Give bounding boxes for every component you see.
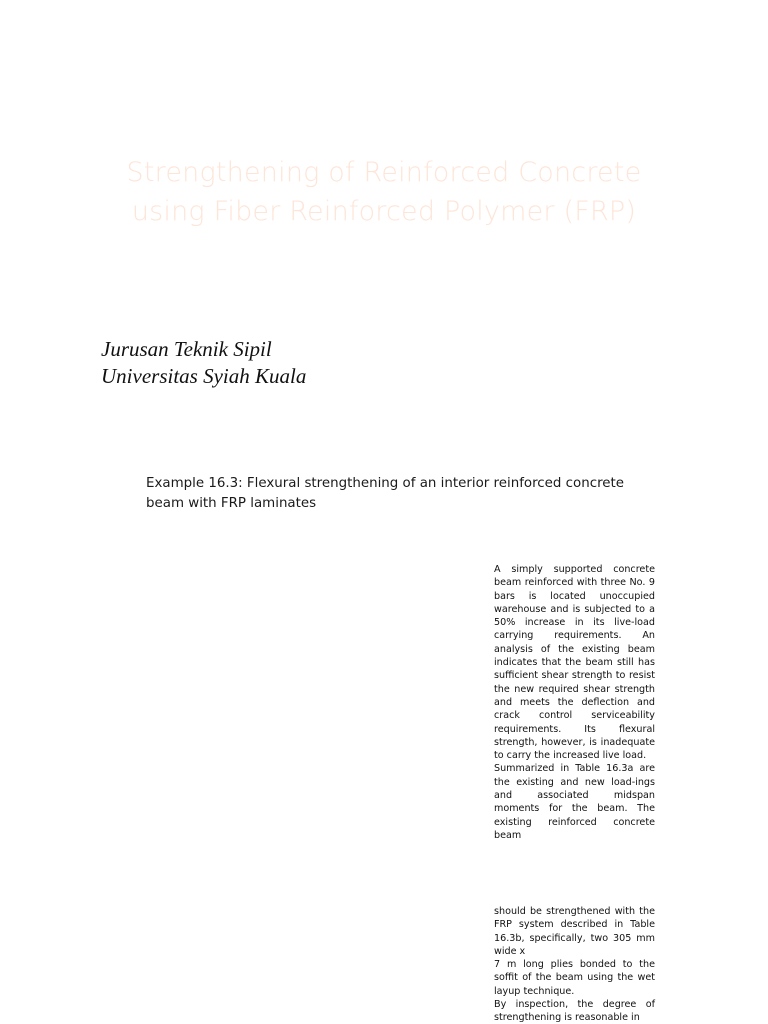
text-column-1 (494, 563, 655, 842)
document-title (60, 153, 708, 231)
example-heading: Example 16.3: Flexural strengthening of an interior reinforced concrete beam with FRP laminates (146, 476, 625, 511)
title-line-1: Strengthening of Reinforced Concrete (126, 157, 642, 188)
column1-paragraph-1: A simply supported concrete beam reinforced with three No. 9 bars is located unoccupied warehouse and is subjected to a 50% increase in its live-load carrying requirements. An analysis of the existing beam indicates that the beam still has sufficient shear strength to resist the new required shear strength and meets the deflection and crack control serviceability requirements. Its flexural strength, however, is inadequate to carry the increased live load. (494, 564, 655, 762)
title-line-2: using Fiber Reinforced Polymer (FRP) (131, 196, 637, 227)
column1-paragraph-2: Summarized in Table 16.3a are the existing and new load-ings and associated midspan moments for the beam. The existing reinforced concrete beam (494, 763, 655, 841)
department-name: Jurusan Teknik Sipil (101, 337, 272, 361)
column2-paragraph-2: 7 m long plies bonded to the soffit of the beam using the wet layup technique. (494, 959, 655, 997)
column2-paragraph-1: should be strengthened with the FRP system described in Table 16.3b, specifically, two 305 mm wide x (494, 906, 655, 957)
column2-paragraph-3: By inspection, the degree of strengthening is reasonable in (494, 999, 655, 1024)
text-column-2 (494, 905, 655, 1024)
university-name: Universitas Syiah Kuala (101, 364, 307, 388)
affiliation (101, 336, 521, 390)
